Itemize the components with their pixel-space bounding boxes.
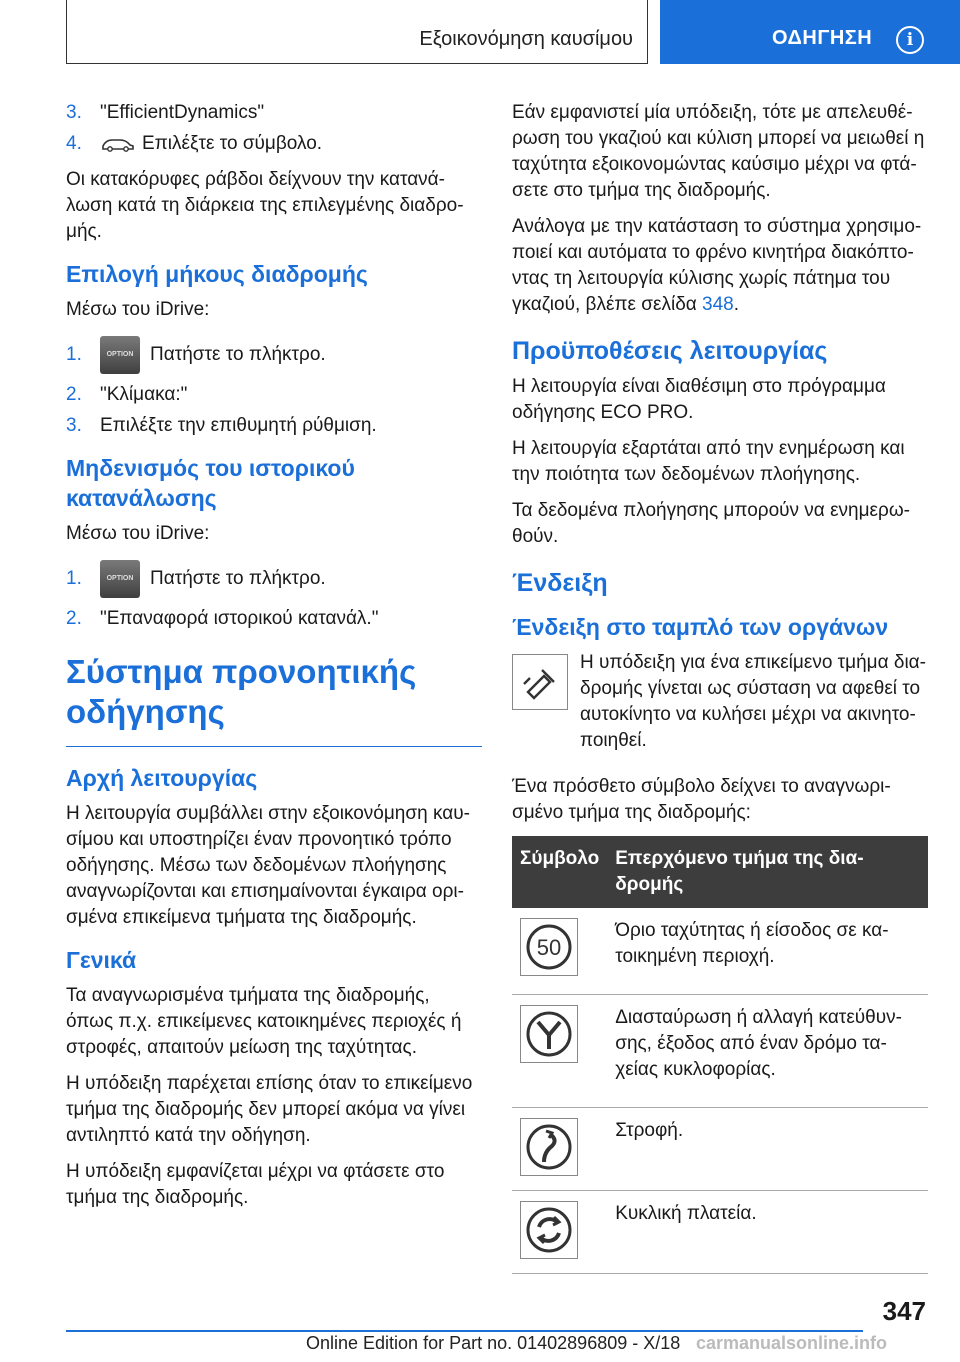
coasting-foot-off-icon bbox=[512, 654, 568, 710]
coasting-text: Εάν εμφανιστεί μία υπόδειξη, τότε με απελευθέ-ρωση του γκαζιού και κύλιση μπορεί να μειωθεί η ταχύτητα εξοικονομώντας καύσιμο μέχρι να φτά-σετε στο τμήμα της διαδρομής. bbox=[512, 102, 925, 201]
junction-icon bbox=[520, 1005, 578, 1063]
display-hint-block bbox=[512, 650, 928, 768]
list-item: 3. Επιλέξτε την επιθυμητή ρύθμιση. bbox=[66, 415, 377, 436]
table-row bbox=[512, 908, 928, 995]
prereq-text-1: Η λειτουργία είναι διαθέσιμη στο πρόγραμμα οδήγησης ECO PRO. bbox=[512, 376, 886, 423]
heading-route-length: Επιλογή μήκους διαδρομής bbox=[66, 261, 368, 287]
info-icon[interactable]: i bbox=[896, 26, 924, 54]
list-item: 3. "EfficientDynamics" bbox=[66, 102, 265, 123]
heading-predictive-driving: Σύστημα προνοητικής οδήγησης bbox=[66, 653, 417, 730]
consumption-bars-text: Οι κατακόρυφες ράβδοι δείχνουν την κατανά-λωση κατά τη διάρκεια της επιλεγμένης διαδρο-μής. bbox=[66, 169, 464, 242]
heading-instrument-cluster: Ένδειξη στο ταμπλό των οργάνων bbox=[512, 614, 889, 640]
table-row bbox=[512, 995, 928, 1108]
footer-rule bbox=[66, 1330, 863, 1332]
table-row bbox=[512, 1108, 928, 1191]
heading-reset-history: Μηδενισμός του ιστορικού κατανάλωσης bbox=[66, 455, 355, 511]
general-text-2: Η υπόδειξη παρέχεται επίσης όταν το επικείμενο τμήμα της διαδρομής δεν μπορεί ακόμα να γίνει αντιληπτό κατά την οδήγηση. bbox=[66, 1073, 473, 1146]
table-cell-text: Διασταύρωση ή αλλαγή κατεύθυν-σης, έξοδος από έναν δρόμο τα-χείας κυκλοφορίας. bbox=[607, 995, 928, 1108]
table-header-section: Επερχόμενο τμήμα της δια-δρομής bbox=[607, 836, 928, 908]
heading-general: Γενικά bbox=[66, 947, 137, 973]
table-cell-text: Κυκλική πλατεία. bbox=[607, 1191, 928, 1274]
route-symbol-table bbox=[512, 836, 928, 1274]
table-header-row bbox=[512, 836, 928, 908]
speed-limit-50-icon bbox=[520, 918, 578, 976]
heading-principle: Αρχή λειτουργίας bbox=[66, 765, 258, 791]
roundabout-icon bbox=[520, 1201, 578, 1259]
header-section-box bbox=[66, 0, 648, 64]
header-section-title: Εξοικονόμηση καυσίμου bbox=[419, 28, 633, 50]
prereq-text-2: Η λειτουργία εξαρτάται από την ενημέρωση και την ποιότητα των δεδομένων πλοήγησης. bbox=[512, 438, 905, 485]
car-coasting-icon bbox=[100, 135, 136, 153]
right-column bbox=[512, 100, 928, 1274]
general-text-3: Η υπόδειξη εμφανίζεται μέχρι να φτάσετε στο τμήμα της διαδρομής. bbox=[66, 1161, 445, 1208]
display-hint-text: Η υπόδειξη για ένα επικείμενο τμήμα δια-δρομής γίνεται ως σύσταση να αφεθεί το αυτοκίνητο να κυλήσει μέχρι να ακινητο-ποιηθεί. bbox=[580, 652, 926, 751]
engine-brake-text: Ανάλογα με την κατάσταση το σύστημα χρησιμο-ποιεί και αυτόματα το φρένο κινητήρα διακόπτο-ντας τη λειτουργία κύλισης χωρίς πάτημα του γκαζιού, βλέπε σελίδα 348. bbox=[512, 216, 922, 315]
option-button-icon: OPTION bbox=[100, 336, 140, 374]
list-item: 1. OPTION Πατήστε το πλήκτρο. bbox=[66, 557, 482, 601]
via-idrive-text: Μέσω του iDrive: bbox=[66, 523, 210, 544]
table-cell-text: Στροφή. bbox=[607, 1108, 928, 1191]
extra-symbol-text: Ένα πρόσθετο σύμβολο δείχνει το αναγνωρι-σμένο τμήμα της διαδρομής: bbox=[512, 776, 891, 823]
header-chapter-box bbox=[660, 0, 960, 64]
list-item: 2. "Κλίμακα:" bbox=[66, 384, 188, 405]
left-column bbox=[66, 100, 482, 1221]
steps-list-efficiency bbox=[66, 100, 482, 157]
via-idrive-text: Μέσω του iDrive: bbox=[66, 299, 210, 320]
page-number: 347 bbox=[882, 1296, 926, 1326]
steps-list-reset bbox=[66, 557, 482, 632]
list-item: 2. "Επαναφορά ιστορικού κατανάλ." bbox=[66, 608, 379, 629]
steps-list-length bbox=[66, 333, 482, 439]
svg-text:50: 50 bbox=[536, 935, 562, 960]
table-row bbox=[512, 1191, 928, 1274]
principle-text: Η λειτουργία συμβάλλει στην εξοικονόμηση καυ-σίμου και υποστηρίζει έναν προνοητικό τρόπο οδήγησης. Μέσω των δεδομένων πλοήγησης αναγνωρίζονται και επισημαίνονται έγκαιρα ορι-σμένα επικείμενα τμήματα της διαδρομής. bbox=[66, 803, 470, 928]
list-item: 4. Επιλέξτε το σύμβολο. bbox=[66, 133, 323, 154]
prereq-text-3: Τα δεδομένα πλοήγησης μπορούν να ενημερω-θούν. bbox=[512, 500, 910, 547]
header-chapter-title: ΟΔΗΓΗΣΗ bbox=[772, 27, 873, 49]
page-link[interactable]: 348 bbox=[702, 294, 734, 315]
heading-prerequisites: Προϋποθέσεις λειτουργίας bbox=[512, 337, 828, 365]
footer-watermark: carmanualsonline.info bbox=[696, 1333, 888, 1353]
general-text-1: Τα αναγνωρισμένα τμήματα της διαδρομής, όπως π.χ. επικείμενες κατοικημένες περιοχές ή στροφές, απαιτούν μείωση της ταχύτητας. bbox=[66, 985, 462, 1058]
table-cell-text: Όριο ταχύτητας ή είσοδος σε κα-τοικημένη περιοχή. bbox=[607, 908, 928, 995]
heading-display: Ένδειξη bbox=[512, 569, 608, 597]
curve-icon bbox=[520, 1118, 578, 1176]
option-button-icon: OPTION bbox=[100, 560, 140, 598]
footer-edition-note: Online Edition for Part no. 01402896809 - X/18 bbox=[306, 1333, 681, 1353]
table-header-symbol: Σύμβολο bbox=[512, 836, 607, 908]
section-divider bbox=[66, 746, 482, 747]
list-item: 1. OPTION Πατήστε το πλήκτρο. bbox=[66, 333, 482, 377]
